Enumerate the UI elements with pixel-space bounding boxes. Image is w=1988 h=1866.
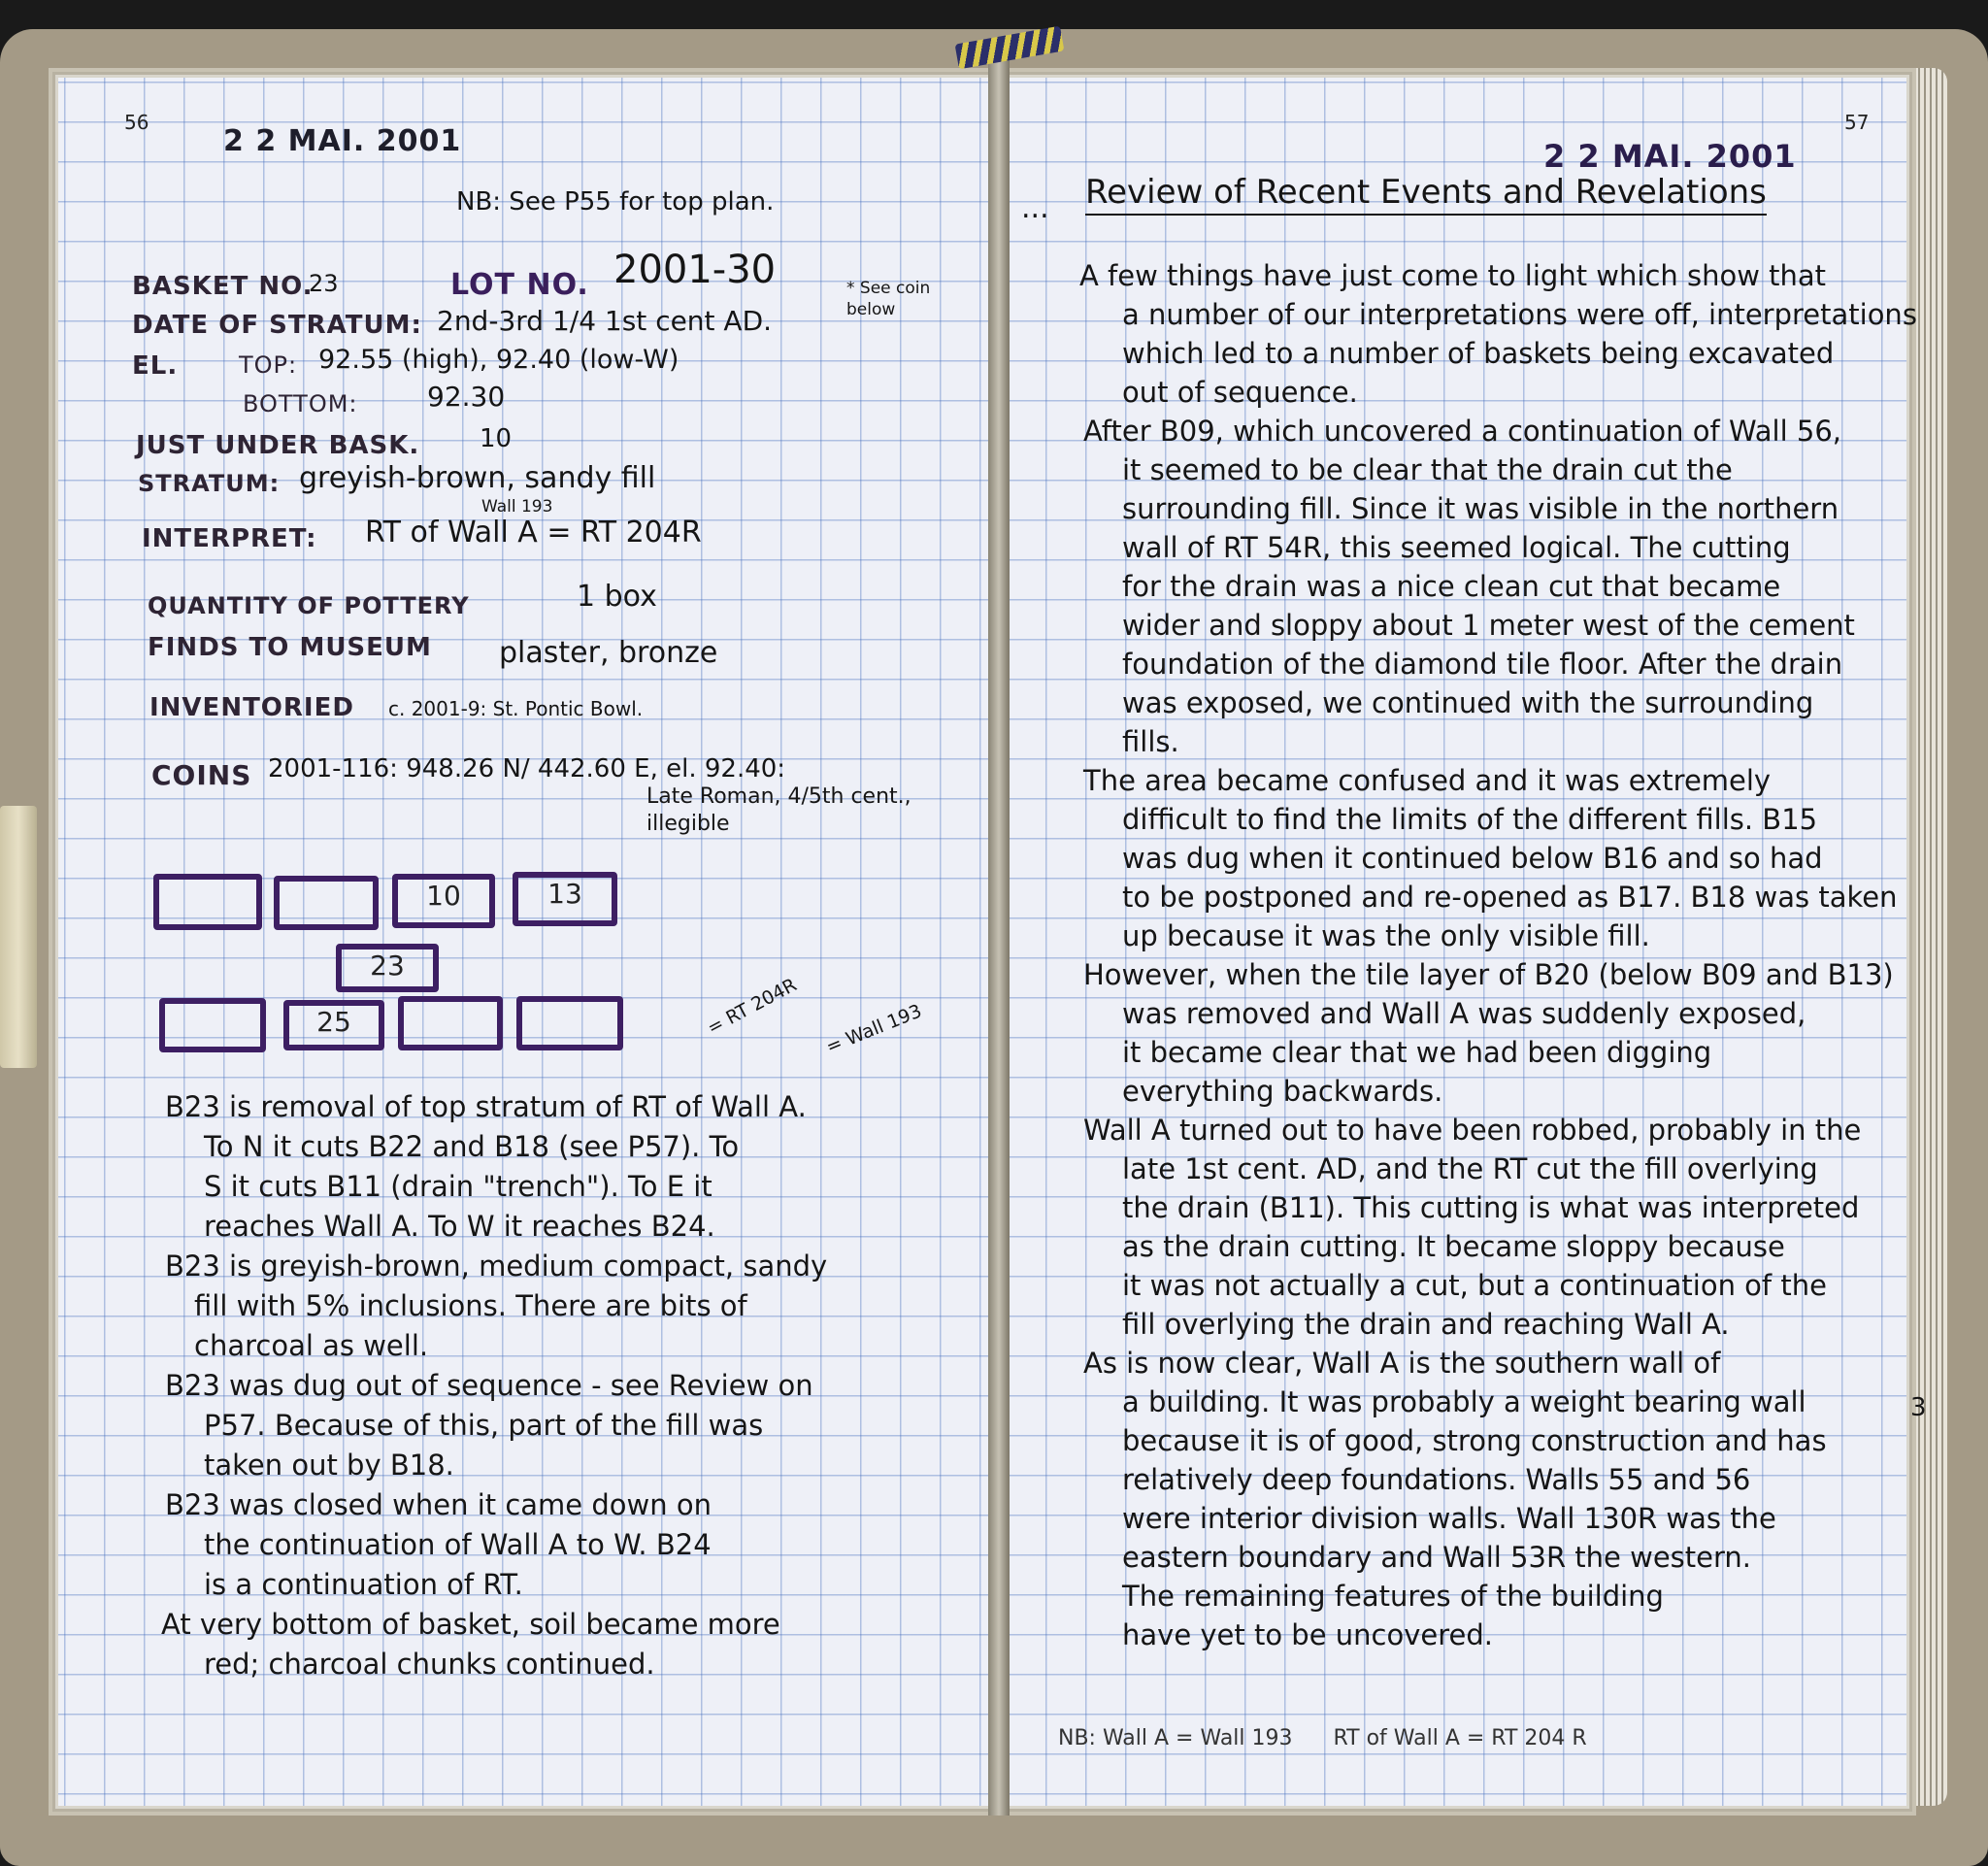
- stratum-value: greyish-brown, sandy fill: [299, 461, 656, 495]
- review-line: wider and sloppy about 1 meter west of the cement: [1122, 609, 1855, 642]
- top-label: TOP:: [239, 351, 298, 379]
- coins-label: COINS: [151, 759, 252, 791]
- review-line: eastern boundary and Wall 53R the western.: [1122, 1541, 1752, 1574]
- matrix-box-23: [336, 944, 439, 992]
- page-number-right: 57: [1844, 111, 1870, 134]
- review-line: it became clear that we had been digging: [1122, 1036, 1712, 1069]
- review-line: was removed and Wall A was suddenly exposed,: [1122, 997, 1806, 1030]
- interpret-value: RT of Wall A = RT 204R: [365, 516, 702, 550]
- annot-rt-204r: = RT 204R: [703, 974, 801, 1040]
- matrix-box-empty-2: [274, 876, 379, 930]
- review-line: relatively deep foundations. Walls 55 and 56: [1122, 1463, 1751, 1496]
- matrix-box-13-label: 13: [547, 878, 582, 910]
- review-line: everything backwards.: [1122, 1075, 1443, 1108]
- date-stamp-right: 2 2 MAI. 2001: [1543, 138, 1797, 175]
- review-line: A few things have just come to light which show that: [1079, 259, 1827, 292]
- review-line: late 1st cent. AD, and the RT cut the fill overlying: [1122, 1152, 1818, 1185]
- lot-value: 2001-30: [613, 248, 777, 292]
- inventoried-label: INVENTORIED: [149, 693, 354, 722]
- review-text: [1079, 256, 1917, 1674]
- just-under-value: 10: [480, 424, 513, 453]
- coins-value-2: Late Roman, 4/5th cent.,: [646, 784, 911, 809]
- stratum-label: STRATUM:: [138, 470, 281, 497]
- bottom-value: 92.30: [427, 381, 506, 413]
- wall-note: Wall 193: [481, 497, 553, 516]
- note-line: charcoal as well.: [194, 1329, 429, 1362]
- footnote: NB: Wall A = Wall 193 RT of Wall A = RT 204 R: [1058, 1726, 1587, 1750]
- review-line: fill overlying the drain and reaching Wall A.: [1122, 1308, 1730, 1341]
- review-line: As is now clear, Wall A is the southern wall of: [1083, 1347, 1721, 1380]
- review-line: a number of our interpretations were off, interpretations: [1122, 298, 1917, 331]
- review-line: because it is of good, strong construction and has: [1122, 1424, 1827, 1457]
- review-line: The area became confused and it was extremely: [1083, 764, 1772, 797]
- matrix-box-10-label: 10: [426, 880, 461, 912]
- basket-value: 23: [309, 270, 339, 297]
- pottery-value: 1 box: [577, 580, 657, 614]
- matrix-box-25: [283, 1000, 384, 1050]
- lot-label: LOT NO.: [450, 268, 589, 302]
- review-line: fills.: [1122, 725, 1179, 758]
- review-line: a building. It was probably a weight bearing wall: [1122, 1385, 1806, 1418]
- matrix-box-25-label: 25: [316, 1006, 351, 1038]
- matrix-box-empty-5: [516, 996, 623, 1050]
- review-line: it was not actually a cut, but a continuation of the: [1122, 1269, 1827, 1302]
- coins-value-3: illegible: [646, 812, 730, 836]
- review-line: as the drain cutting. It became sloppy because: [1122, 1230, 1785, 1263]
- review-title: Review of Recent Events and Revelations: [1085, 173, 1767, 216]
- basket-notes: [161, 1087, 980, 1748]
- note-line: To N it cuts B22 and B18 (see P57). To: [204, 1130, 740, 1163]
- matrix-box-empty-1: [153, 874, 262, 930]
- review-line: However, when the tile layer of B20 (below B09 and B13): [1083, 958, 1894, 991]
- review-line: foundation of the diamond tile floor. After the drain: [1122, 648, 1843, 681]
- annot-wall-193: = Wall 193: [823, 1000, 925, 1058]
- note-line: S it cuts B11 (drain "trench"). To E it: [204, 1170, 712, 1203]
- review-line: difficult to find the limits of the different fills. B15: [1122, 803, 1818, 836]
- note-line: is a continuation of RT.: [204, 1568, 523, 1601]
- note-top-plan: NB: See P55 for top plan.: [456, 187, 775, 217]
- elastic-band: [0, 806, 37, 1068]
- review-line: surrounding fill. Since it was visible in the northern: [1122, 492, 1839, 525]
- note-line: B23 was dug out of sequence - see Review on: [165, 1369, 813, 1402]
- review-line: The remaining features of the building: [1122, 1580, 1664, 1613]
- see-coin-note: * See coin below: [846, 279, 931, 319]
- review-line: up because it was the only visible fill.: [1122, 919, 1650, 952]
- note-line: B23 is removal of top stratum of RT of Wall A.: [165, 1090, 807, 1123]
- date-of-stratum-label: DATE OF STRATUM:: [132, 311, 422, 340]
- matrix-box-empty-4: [398, 996, 503, 1050]
- matrix-box-10: [392, 874, 495, 928]
- review-line: out of sequence.: [1122, 376, 1358, 409]
- review-line: Wall A turned out to have been robbed, probably in the: [1083, 1114, 1862, 1147]
- left-page: [58, 78, 996, 1806]
- date-stamp-left: 2 2 MAI. 2001: [223, 124, 462, 158]
- note-line: B23 is greyish-brown, medium compact, sandy: [165, 1250, 828, 1283]
- review-line: were interior division walls. Wall 130R was the: [1122, 1502, 1776, 1535]
- note-line: At very bottom of basket, soil became more: [161, 1608, 780, 1641]
- note-line: taken out by B18.: [204, 1449, 454, 1482]
- finds-label: FINDS TO MUSEUM: [148, 633, 432, 662]
- review-line: After B09, which uncovered a continuation of Wall 56,: [1083, 415, 1841, 448]
- review-line: have yet to be uncovered.: [1122, 1618, 1493, 1651]
- top-value: 92.55 (high), 92.40 (low-W): [318, 345, 679, 375]
- review-line: was exposed, we continued with the surrounding: [1122, 686, 1814, 719]
- review-line: the drain (B11). This cutting is what was interpreted: [1122, 1191, 1860, 1224]
- note-line: red; charcoal chunks continued.: [204, 1648, 655, 1681]
- matrix-box-empty-3: [159, 998, 266, 1052]
- review-line: it seemed to be clear that the drain cut the: [1122, 453, 1733, 486]
- matrix-box-23-label: 23: [370, 950, 405, 982]
- basket-label: BASKET NO.: [132, 272, 314, 301]
- margin-mark: 3: [1910, 1393, 1927, 1422]
- matrix-box-13: [513, 872, 617, 926]
- just-under-label: JUST UNDER BASK.: [136, 431, 420, 460]
- review-line: wall of RT 54R, this seemed logical. The cutting: [1122, 531, 1791, 564]
- note-line: P57. Because of this, part of the fill was: [204, 1409, 764, 1442]
- note-line: reaches Wall A. To W it reaches B24.: [204, 1210, 715, 1243]
- page-number-left: 56: [124, 111, 149, 134]
- spine-gutter: [988, 58, 1010, 1816]
- finds-value: plaster, bronze: [499, 636, 718, 670]
- review-line: which led to a number of baskets being excavated: [1122, 337, 1835, 370]
- review-line: for the drain was a nice clean cut that became: [1122, 570, 1781, 603]
- el-label: EL.: [132, 351, 179, 381]
- note-line: the continuation of Wall A to W. B24: [204, 1528, 712, 1561]
- inventoried-value: c. 2001-9: St. Pontic Bowl.: [388, 697, 644, 720]
- note-line: fill with 5% inclusions. There are bits of: [194, 1289, 747, 1322]
- date-of-stratum-value: 2nd-3rd 1/4 1st cent AD.: [437, 305, 773, 337]
- review-line: was dug when it continued below B16 and so had: [1122, 842, 1823, 875]
- note-line: B23 was closed when it came down on: [165, 1488, 712, 1521]
- harris-matrix: [58, 78, 996, 1146]
- title-leading-dots: ...: [1021, 191, 1049, 225]
- bottom-label: BOTTOM:: [243, 390, 358, 417]
- pottery-label: QUANTITY OF POTTERY: [148, 592, 470, 619]
- interpret-label: INTERPRET:: [142, 524, 317, 553]
- coins-value: 2001-116: 948.26 N/ 442.60 E, el. 92.40:: [268, 754, 786, 783]
- review-line: to be postponed and re-opened as B17. B18 was taken: [1122, 881, 1898, 914]
